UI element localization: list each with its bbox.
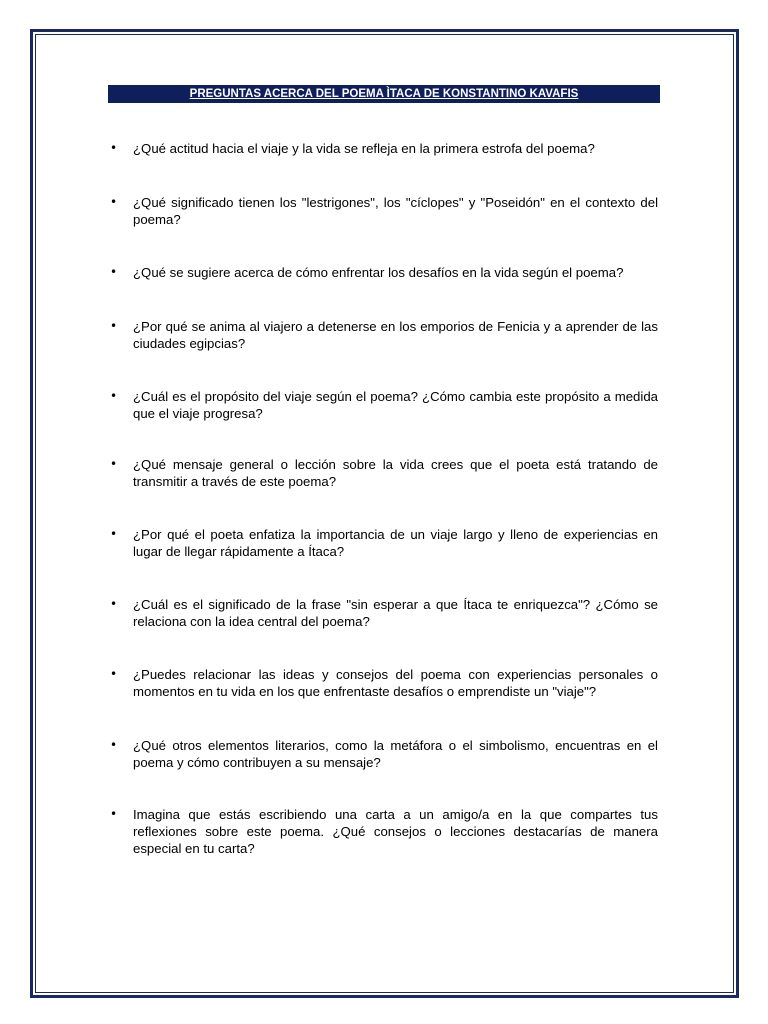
question-text: ¿Por qué el poeta enfatiza la importancia de un viaje largo y lleno de experiencias en lugar de llegar rápidamente a Ítaca? xyxy=(133,527,658,559)
bullet-icon: • xyxy=(110,457,118,471)
bullet-icon: • xyxy=(110,319,118,333)
question-text: ¿Qué significado tienen los "lestrigones", los "cíclopes" y "Poseidón" en el contexto del poema? xyxy=(133,195,658,227)
question-text: ¿Qué actitud hacia el viaje y la vida se refleja en la primera estrofa del poema? xyxy=(133,141,595,156)
bullet-icon: • xyxy=(110,389,118,403)
document-title: PREGUNTAS ACERCA DEL POEMA ÌTACA DE KONSTANTINO KAVAFIS xyxy=(108,85,660,103)
question-text: ¿Qué otros elementos literarios, como la metáfora o el simbolismo, encuentras en el poema y cómo contribuyen a su mensaje? xyxy=(133,738,658,770)
bullet-icon: • xyxy=(110,807,118,821)
question-text: Imagina que estás escribiendo una carta a un amigo/a en la que compartes tus reflexiones sobre este poema. ¿Qué consejos o lecciones destacarías de manera especial en tu carta? xyxy=(133,807,658,856)
question-text: ¿Puedes relacionar las ideas y consejos del poema con experiencias personales o momentos en tu vida en los que enfrentaste desafíos o emprendiste un "viaje"? xyxy=(133,667,658,699)
bullet-icon: • xyxy=(110,195,118,209)
question-text: ¿Cuál es el propósito del viaje según el poema? ¿Cómo cambia este propósito a medida que el viaje progresa? xyxy=(133,389,658,421)
bullet-icon: • xyxy=(110,265,118,279)
bullet-icon: • xyxy=(110,667,118,681)
bullet-icon: • xyxy=(110,738,118,752)
bullet-icon: • xyxy=(110,141,118,155)
bullet-icon: • xyxy=(110,597,118,611)
question-text: ¿Qué mensaje general o lección sobre la vida crees que el poeta está tratando de transmitir a través de este poema? xyxy=(133,457,658,489)
bullet-icon: • xyxy=(110,527,118,541)
question-text: ¿Qué se sugiere acerca de cómo enfrentar los desafíos en la vida según el poema? xyxy=(133,265,624,280)
question-text: ¿Por qué se anima al viajero a detenerse en los emporios de Fenicia y a aprender de las ciudades egipcias? xyxy=(133,319,658,351)
question-text: ¿Cuál es el significado de la frase "sin esperar a que Ítaca te enriquezca"? ¿Cómo se relaciona con la idea central del poema? xyxy=(133,597,658,629)
